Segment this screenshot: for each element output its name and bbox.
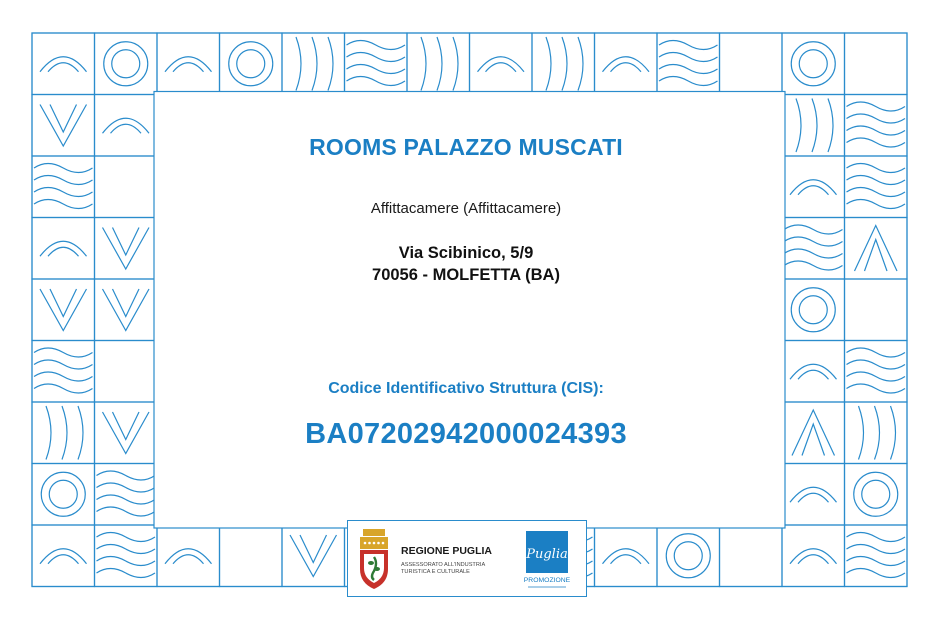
cis-code: BA07202942000024393: [305, 418, 627, 450]
sponsor-logos-box: [347, 520, 587, 597]
puglia-promozione-logo-icon: [523, 529, 571, 591]
regione-puglia-subtitle: ASSESSORATO ALL'INDUSTRIA TURISTICA E CULTURALE: [401, 562, 486, 575]
regione-puglia-crest-icon: [357, 527, 391, 591]
svg-text:PROMOZIONE: PROMOZIONE: [523, 577, 571, 584]
address-street: Via Scibinico, 5/9: [398, 244, 534, 262]
cis-label: Codice Identificativo Struttura (CIS):: [328, 380, 604, 397]
regione-puglia-name: REGIONE PUGLIA: [401, 545, 493, 557]
property-category: Affittacamere (Affittacamere): [370, 200, 562, 217]
property-title: ROOMS PALAZZO MUSCATI: [309, 134, 623, 160]
address-city: 70056 - MOLFETTA (BA): [372, 266, 560, 284]
svg-text:Puglia: Puglia: [526, 547, 568, 562]
